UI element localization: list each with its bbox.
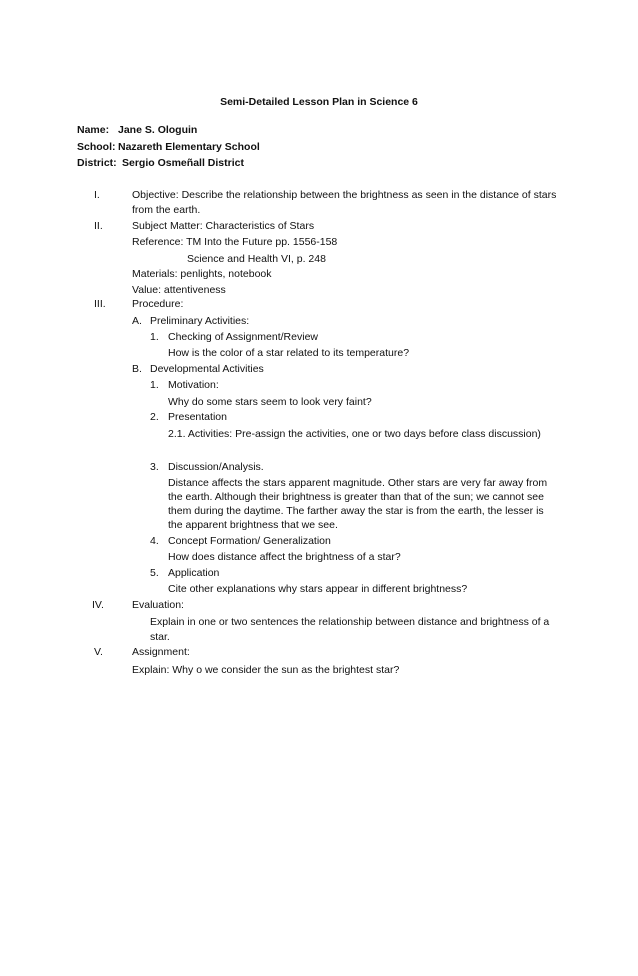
evaluation-label: Evaluation: xyxy=(132,599,184,611)
section-5-number: V. xyxy=(94,646,103,658)
presentation-label: Presentation xyxy=(168,411,227,423)
evaluation-line-1: Explain in one or two sentences the relationship between distance and brightness of a xyxy=(150,616,550,628)
section-3-number: III. xyxy=(94,298,106,310)
district-value: Sergio Osmeñall District xyxy=(122,157,244,169)
discussion-line-3: them during the daytime. The farther away the star is from the earth, the lesser is xyxy=(168,505,544,517)
item-b5-number: 5. xyxy=(150,567,159,579)
assignment-label: Assignment: xyxy=(132,646,190,658)
developmental-activities: Developmental Activities xyxy=(150,363,264,375)
item-b2-number: 2. xyxy=(150,411,159,423)
item-a1-number: 1. xyxy=(150,331,159,343)
evaluation-line-2: star. xyxy=(150,631,170,643)
motivation-label: Motivation: xyxy=(168,379,219,391)
generalization-question: How does distance affect the brightness of a star? xyxy=(168,551,401,563)
school-label: School: xyxy=(77,141,116,153)
objective-line-2: from the earth. xyxy=(132,204,201,216)
application-question: Cite other explanations why stars appear in different brightness? xyxy=(168,583,468,595)
discussion-line-4: the apparent brightness that we see. xyxy=(168,519,338,531)
discussion-label: Discussion/Analysis. xyxy=(168,461,264,473)
checking-assignment: Checking of Assignment/Review xyxy=(168,331,318,343)
item-b3-number: 3. xyxy=(150,461,159,473)
procedure-label: Procedure: xyxy=(132,298,184,310)
subject-matter: Subject Matter: Characteristics of Stars xyxy=(132,220,315,232)
application-label: Application xyxy=(168,567,220,579)
objective-line-1: Objective: Describe the relationship between the brightness as seen in the distance of stars xyxy=(132,189,557,201)
discussion-line-1: Distance affects the stars apparent magnitude. Other stars are very far away from xyxy=(168,477,548,489)
district-label: District: xyxy=(77,157,117,169)
item-b1-number: 1. xyxy=(150,379,159,391)
reference-line-2: Science and Health VI, p. 248 xyxy=(187,253,326,265)
item-b4-number: 4. xyxy=(150,535,159,547)
concept-formation-label: Concept Formation/ Generalization xyxy=(168,535,331,547)
assignment-text: Explain: Why o we consider the sun as the brightest star? xyxy=(132,664,400,676)
sub-a-label: A. xyxy=(132,315,142,327)
section-1-number: I. xyxy=(94,189,100,201)
review-question: How is the color of a star related to its temperature? xyxy=(168,347,410,359)
section-2-number: II. xyxy=(94,220,103,232)
presentation-activities: 2.1. Activities: Pre-assign the activities, one or two days before class discussion) xyxy=(168,428,541,440)
sub-b-label: B. xyxy=(132,363,142,375)
reference-line-1: Reference: TM Into the Future pp. 1556-158 xyxy=(132,236,338,248)
discussion-line-2: the earth. Although their brightness is greater than that of the sun; we cannot see xyxy=(168,491,544,503)
document-title: Semi-Detailed Lesson Plan in Science 6 xyxy=(220,96,418,108)
materials: Materials: penlights, notebook xyxy=(132,268,272,280)
value: Value: attentiveness xyxy=(132,284,226,296)
section-4-number: IV. xyxy=(92,599,104,611)
motivation-question: Why do some stars seem to look very faint? xyxy=(168,396,372,408)
name-label: Name: xyxy=(77,124,110,136)
school-value: Nazareth Elementary School xyxy=(118,141,260,153)
preliminary-activities: Preliminary Activities: xyxy=(150,315,250,327)
name-value: Jane S. Ologuin xyxy=(118,124,198,136)
